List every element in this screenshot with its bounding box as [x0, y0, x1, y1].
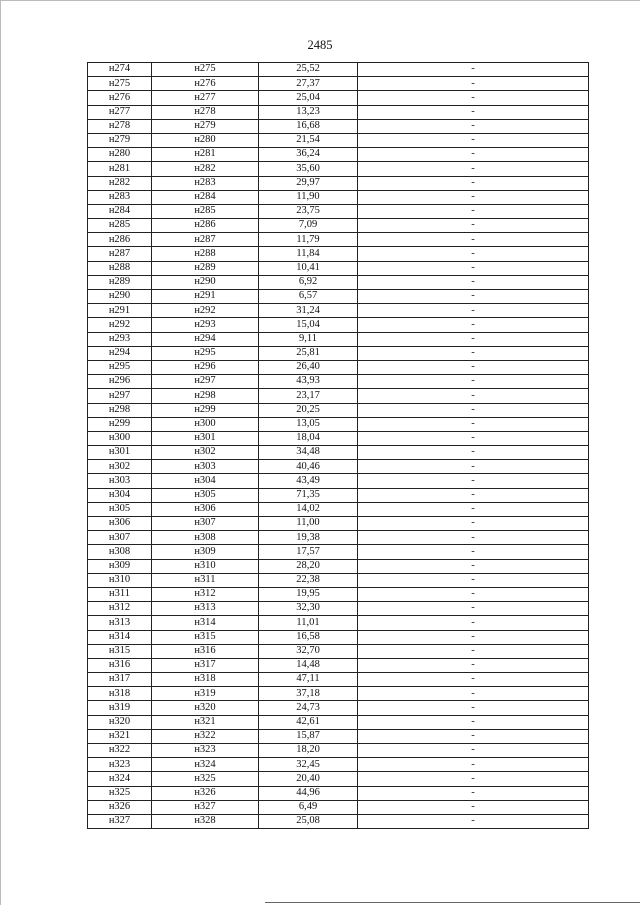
table-row: [88, 431, 589, 445]
from-point-cell: н296: [88, 375, 152, 389]
table-row: [88, 290, 589, 304]
to-point-cell: н299: [152, 403, 259, 417]
to-point-cell: н316: [152, 644, 259, 658]
from-point-cell: н281: [88, 162, 152, 176]
length-cell: 11,79: [259, 233, 358, 247]
length-cell: 13,05: [259, 417, 358, 431]
note-cell: -: [358, 233, 589, 247]
bottom-rule: [265, 902, 640, 903]
table-row: [88, 105, 589, 119]
from-point-cell: н320: [88, 715, 152, 729]
length-cell: 25,52: [259, 63, 358, 77]
table-row: [88, 360, 589, 374]
note-cell: -: [358, 275, 589, 289]
to-point-cell: н301: [152, 431, 259, 445]
note-cell: -: [358, 602, 589, 616]
note-cell: -: [358, 587, 589, 601]
from-point-cell: н316: [88, 658, 152, 672]
to-point-cell: н288: [152, 247, 259, 261]
note-cell: -: [358, 715, 589, 729]
length-cell: 22,38: [259, 573, 358, 587]
table-row: [88, 744, 589, 758]
length-cell: 15,87: [259, 729, 358, 743]
length-cell: 32,70: [259, 644, 358, 658]
table-row: [88, 162, 589, 176]
to-point-cell: н302: [152, 446, 259, 460]
to-point-cell: н321: [152, 715, 259, 729]
to-point-cell: н282: [152, 162, 259, 176]
note-cell: -: [358, 545, 589, 559]
note-cell: -: [358, 375, 589, 389]
from-point-cell: н280: [88, 148, 152, 162]
length-cell: 11,90: [259, 190, 358, 204]
length-cell: 44,96: [259, 786, 358, 800]
to-point-cell: н277: [152, 91, 259, 105]
from-point-cell: н318: [88, 687, 152, 701]
to-point-cell: н310: [152, 559, 259, 573]
note-cell: -: [358, 133, 589, 147]
length-cell: 37,18: [259, 687, 358, 701]
note-cell: -: [358, 673, 589, 687]
length-cell: 15,04: [259, 318, 358, 332]
to-point-cell: н318: [152, 673, 259, 687]
length-cell: 20,25: [259, 403, 358, 417]
from-point-cell: н315: [88, 644, 152, 658]
from-point-cell: н282: [88, 176, 152, 190]
table-row: [88, 502, 589, 516]
note-cell: -: [358, 148, 589, 162]
table-row: [88, 417, 589, 431]
length-cell: 29,97: [259, 176, 358, 190]
table-row: [88, 148, 589, 162]
note-cell: -: [358, 758, 589, 772]
length-cell: 16,68: [259, 119, 358, 133]
table-row: [88, 446, 589, 460]
note-cell: -: [358, 77, 589, 91]
table-row: [88, 247, 589, 261]
length-cell: 36,24: [259, 148, 358, 162]
to-point-cell: н308: [152, 531, 259, 545]
table-row: [88, 119, 589, 133]
table-row: [88, 403, 589, 417]
note-cell: -: [358, 389, 589, 403]
length-cell: 18,04: [259, 431, 358, 445]
from-point-cell: н278: [88, 119, 152, 133]
length-cell: 6,57: [259, 290, 358, 304]
to-point-cell: н284: [152, 190, 259, 204]
table-row: [88, 559, 589, 573]
from-point-cell: н303: [88, 474, 152, 488]
length-cell: 19,95: [259, 587, 358, 601]
to-point-cell: н320: [152, 701, 259, 715]
note-cell: -: [358, 786, 589, 800]
note-cell: -: [358, 772, 589, 786]
length-cell: 21,54: [259, 133, 358, 147]
note-cell: -: [358, 474, 589, 488]
to-point-cell: н276: [152, 77, 259, 91]
note-cell: -: [358, 403, 589, 417]
from-point-cell: н324: [88, 772, 152, 786]
from-point-cell: н306: [88, 517, 152, 531]
note-cell: -: [358, 446, 589, 460]
note-cell: -: [358, 332, 589, 346]
length-cell: 6,92: [259, 275, 358, 289]
note-cell: -: [358, 304, 589, 318]
from-point-cell: н279: [88, 133, 152, 147]
to-point-cell: н315: [152, 630, 259, 644]
to-point-cell: н322: [152, 729, 259, 743]
to-point-cell: н292: [152, 304, 259, 318]
from-point-cell: н319: [88, 701, 152, 715]
length-cell: 25,81: [259, 346, 358, 360]
table-row: [88, 729, 589, 743]
note-cell: -: [358, 460, 589, 474]
table-row: [88, 573, 589, 587]
length-cell: 19,38: [259, 531, 358, 545]
table-row: [88, 91, 589, 105]
from-point-cell: н292: [88, 318, 152, 332]
note-cell: -: [358, 630, 589, 644]
from-point-cell: н275: [88, 77, 152, 91]
length-cell: 43,49: [259, 474, 358, 488]
from-point-cell: н314: [88, 630, 152, 644]
length-cell: 40,46: [259, 460, 358, 474]
from-point-cell: н274: [88, 63, 152, 77]
to-point-cell: н291: [152, 290, 259, 304]
table-row: [88, 814, 589, 828]
length-cell: 7,09: [259, 219, 358, 233]
note-cell: -: [358, 729, 589, 743]
table-row: [88, 772, 589, 786]
to-point-cell: н304: [152, 474, 259, 488]
note-cell: -: [358, 644, 589, 658]
length-cell: 47,11: [259, 673, 358, 687]
page-edge-top: [0, 0, 640, 1]
to-point-cell: н290: [152, 275, 259, 289]
note-cell: -: [358, 360, 589, 374]
to-point-cell: н313: [152, 602, 259, 616]
to-point-cell: н323: [152, 744, 259, 758]
length-cell: 9,11: [259, 332, 358, 346]
note-cell: -: [358, 247, 589, 261]
length-cell: 24,73: [259, 701, 358, 715]
table-row: [88, 318, 589, 332]
from-point-cell: н322: [88, 744, 152, 758]
from-point-cell: н290: [88, 290, 152, 304]
table-row: [88, 658, 589, 672]
note-cell: -: [358, 687, 589, 701]
length-cell: 18,20: [259, 744, 358, 758]
to-point-cell: н317: [152, 658, 259, 672]
note-cell: -: [358, 105, 589, 119]
length-cell: 71,35: [259, 488, 358, 502]
table-row: [88, 233, 589, 247]
note-cell: -: [358, 431, 589, 445]
note-cell: -: [358, 488, 589, 502]
note-cell: -: [358, 800, 589, 814]
length-cell: 11,84: [259, 247, 358, 261]
length-cell: 25,04: [259, 91, 358, 105]
from-point-cell: н284: [88, 204, 152, 218]
table-row: [88, 190, 589, 204]
to-point-cell: н296: [152, 360, 259, 374]
table-row: [88, 701, 589, 715]
table-row: [88, 644, 589, 658]
from-point-cell: н309: [88, 559, 152, 573]
from-point-cell: н298: [88, 403, 152, 417]
to-point-cell: н287: [152, 233, 259, 247]
note-cell: -: [358, 219, 589, 233]
to-point-cell: н325: [152, 772, 259, 786]
length-cell: 23,17: [259, 389, 358, 403]
to-point-cell: н309: [152, 545, 259, 559]
table-row: [88, 346, 589, 360]
note-cell: -: [358, 318, 589, 332]
note-cell: -: [358, 517, 589, 531]
from-point-cell: н317: [88, 673, 152, 687]
note-cell: -: [358, 573, 589, 587]
table-row: [88, 460, 589, 474]
table-row: [88, 261, 589, 275]
to-point-cell: н285: [152, 204, 259, 218]
to-point-cell: н312: [152, 587, 259, 601]
length-cell: 31,24: [259, 304, 358, 318]
from-point-cell: н300: [88, 431, 152, 445]
to-point-cell: н289: [152, 261, 259, 275]
length-cell: 42,61: [259, 715, 358, 729]
to-point-cell: н319: [152, 687, 259, 701]
length-cell: 32,45: [259, 758, 358, 772]
from-point-cell: н311: [88, 587, 152, 601]
table-row: [88, 758, 589, 772]
length-cell: 26,40: [259, 360, 358, 374]
length-cell: 27,37: [259, 77, 358, 91]
from-point-cell: н302: [88, 460, 152, 474]
to-point-cell: н293: [152, 318, 259, 332]
to-point-cell: н303: [152, 460, 259, 474]
note-cell: -: [358, 190, 589, 204]
table-row: [88, 673, 589, 687]
note-cell: -: [358, 261, 589, 275]
to-point-cell: н275: [152, 63, 259, 77]
table-row: [88, 275, 589, 289]
to-point-cell: н326: [152, 786, 259, 800]
table-row: [88, 602, 589, 616]
from-point-cell: н308: [88, 545, 152, 559]
from-point-cell: н327: [88, 814, 152, 828]
to-point-cell: н328: [152, 814, 259, 828]
to-point-cell: н305: [152, 488, 259, 502]
table-row: [88, 133, 589, 147]
from-point-cell: н310: [88, 573, 152, 587]
table-row: [88, 77, 589, 91]
length-cell: 13,23: [259, 105, 358, 119]
length-cell: 34,48: [259, 446, 358, 460]
length-cell: 23,75: [259, 204, 358, 218]
length-cell: 10,41: [259, 261, 358, 275]
from-point-cell: н321: [88, 729, 152, 743]
note-cell: -: [358, 616, 589, 630]
to-point-cell: н283: [152, 176, 259, 190]
from-point-cell: н301: [88, 446, 152, 460]
page-edge-left: [0, 0, 1, 905]
to-point-cell: н281: [152, 148, 259, 162]
from-point-cell: н299: [88, 417, 152, 431]
from-point-cell: н293: [88, 332, 152, 346]
coordinates-table: [87, 62, 589, 829]
to-point-cell: н298: [152, 389, 259, 403]
length-cell: 25,08: [259, 814, 358, 828]
from-point-cell: н297: [88, 389, 152, 403]
length-cell: 32,30: [259, 602, 358, 616]
table-row: [88, 616, 589, 630]
length-cell: 43,93: [259, 375, 358, 389]
length-cell: 28,20: [259, 559, 358, 573]
length-cell: 6,49: [259, 800, 358, 814]
from-point-cell: н285: [88, 219, 152, 233]
length-cell: 14,48: [259, 658, 358, 672]
from-point-cell: н323: [88, 758, 152, 772]
from-point-cell: н326: [88, 800, 152, 814]
from-point-cell: н277: [88, 105, 152, 119]
from-point-cell: н325: [88, 786, 152, 800]
length-cell: 35,60: [259, 162, 358, 176]
from-point-cell: н287: [88, 247, 152, 261]
table-body: [88, 63, 589, 829]
note-cell: -: [358, 531, 589, 545]
to-point-cell: н311: [152, 573, 259, 587]
note-cell: -: [358, 701, 589, 715]
to-point-cell: н278: [152, 105, 259, 119]
table-row: [88, 715, 589, 729]
to-point-cell: н324: [152, 758, 259, 772]
note-cell: -: [358, 814, 589, 828]
page-number: 2485: [307, 38, 333, 52]
note-cell: -: [358, 417, 589, 431]
from-point-cell: н312: [88, 602, 152, 616]
to-point-cell: н286: [152, 219, 259, 233]
note-cell: -: [358, 502, 589, 516]
length-cell: 11,00: [259, 517, 358, 531]
from-point-cell: н304: [88, 488, 152, 502]
table-row: [88, 531, 589, 545]
table-row: [88, 219, 589, 233]
note-cell: -: [358, 162, 589, 176]
table-row: [88, 786, 589, 800]
table-row: [88, 687, 589, 701]
to-point-cell: н297: [152, 375, 259, 389]
from-point-cell: н286: [88, 233, 152, 247]
note-cell: -: [358, 290, 589, 304]
table-row: [88, 474, 589, 488]
to-point-cell: н306: [152, 502, 259, 516]
from-point-cell: н305: [88, 502, 152, 516]
note-cell: -: [358, 658, 589, 672]
note-cell: -: [358, 744, 589, 758]
table-row: [88, 587, 589, 601]
length-cell: 20,40: [259, 772, 358, 786]
to-point-cell: н280: [152, 133, 259, 147]
from-point-cell: н283: [88, 190, 152, 204]
to-point-cell: н314: [152, 616, 259, 630]
to-point-cell: н279: [152, 119, 259, 133]
note-cell: -: [358, 559, 589, 573]
table-row: [88, 176, 589, 190]
length-cell: 17,57: [259, 545, 358, 559]
to-point-cell: н294: [152, 332, 259, 346]
from-point-cell: н313: [88, 616, 152, 630]
from-point-cell: н295: [88, 360, 152, 374]
table-row: [88, 800, 589, 814]
table-row: [88, 630, 589, 644]
note-cell: -: [358, 119, 589, 133]
table-row: [88, 332, 589, 346]
table-row: [88, 488, 589, 502]
to-point-cell: н295: [152, 346, 259, 360]
from-point-cell: н289: [88, 275, 152, 289]
to-point-cell: н300: [152, 417, 259, 431]
note-cell: -: [358, 204, 589, 218]
table-row: [88, 517, 589, 531]
length-cell: 16,58: [259, 630, 358, 644]
table-row: [88, 63, 589, 77]
note-cell: -: [358, 63, 589, 77]
note-cell: -: [358, 346, 589, 360]
note-cell: -: [358, 176, 589, 190]
from-point-cell: н276: [88, 91, 152, 105]
table-row: [88, 389, 589, 403]
table-row: [88, 545, 589, 559]
table-row: [88, 204, 589, 218]
table-row: [88, 304, 589, 318]
note-cell: -: [358, 91, 589, 105]
from-point-cell: н307: [88, 531, 152, 545]
length-cell: 11,01: [259, 616, 358, 630]
from-point-cell: н288: [88, 261, 152, 275]
to-point-cell: н307: [152, 517, 259, 531]
length-cell: 14,02: [259, 502, 358, 516]
from-point-cell: н294: [88, 346, 152, 360]
table-row: [88, 375, 589, 389]
from-point-cell: н291: [88, 304, 152, 318]
to-point-cell: н327: [152, 800, 259, 814]
